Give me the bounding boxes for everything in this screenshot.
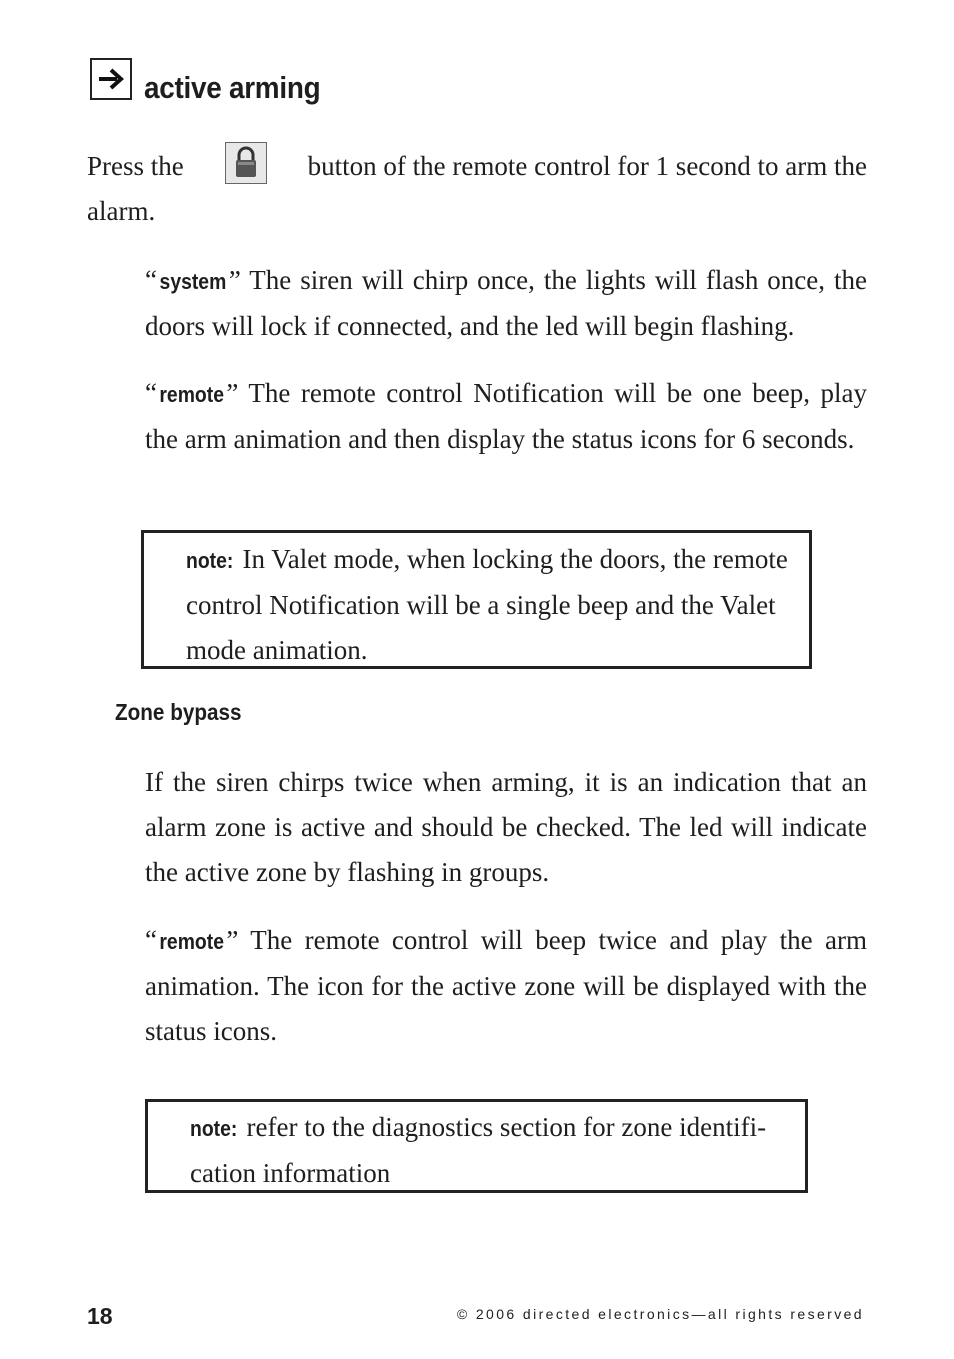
system-keyword: system <box>159 269 227 294</box>
note-text: In Valet mode, when locking the doors, the remote control Notification will be a single beep and the Valet mode animation. <box>186 544 788 665</box>
diagnostics-note-box <box>145 1099 808 1193</box>
page-title: active arming <box>144 70 321 105</box>
section-header <box>90 58 690 108</box>
lock-button-illustration <box>225 142 267 184</box>
system-text: The siren will chirp once, the lights will flash once, the doors will lock if connected, and the led will begin flashing. <box>145 265 867 341</box>
zone-bypass-paragraph: If the siren chirps twice when arming, it is an indication that an alarm zone is active and should be checked. The led will indicate the active zone by flashing in groups. <box>145 767 867 887</box>
intro-paragraph <box>87 144 867 234</box>
remote-paragraph-zone: “ remote” The remote control will beep twice and play the arm animation. The icon for the active zone will be displayed with the status icons. <box>145 918 867 1054</box>
remote-paragraph-arming: “ remote” The remote control Notification will be one beep, play the arm animation and then display the status icons for 6 seconds. <box>145 371 867 462</box>
remote-keyword: remote <box>159 929 224 954</box>
intro-text-before: Press the <box>87 151 184 181</box>
remote-keyword: remote <box>159 382 224 407</box>
intro-text-line2: alarm. <box>87 196 156 226</box>
valet-note-box <box>141 530 812 669</box>
copyright-footer: © 2006 directed electronics—all rights reserved <box>456 1306 864 1322</box>
note-text: refer to the diagnostics section for zone identifi-cation information <box>190 1112 767 1188</box>
intro-text-after: button of the remote control for 1 second to arm the <box>307 151 867 181</box>
page-number: 18 <box>87 1303 113 1329</box>
remote-text: The remote control will beep twice and play the arm animation. The icon for the active zone will be displayed with the status icons. <box>145 925 867 1046</box>
note-label: note: <box>190 1116 238 1141</box>
lock-icon <box>232 146 260 180</box>
arrow-right-icon <box>90 58 132 100</box>
remote-text: The remote control Notification will be one beep, play the arm animation and then display the status icons for 6 seconds. <box>145 378 867 454</box>
zone-bypass-heading: Zone bypass <box>115 699 242 725</box>
system-paragraph: “ system” The siren will chirp once, the lights will flash once, the doors will lock if connected, and the led will begin flashing. <box>145 258 867 349</box>
note-label: note: <box>186 548 234 573</box>
